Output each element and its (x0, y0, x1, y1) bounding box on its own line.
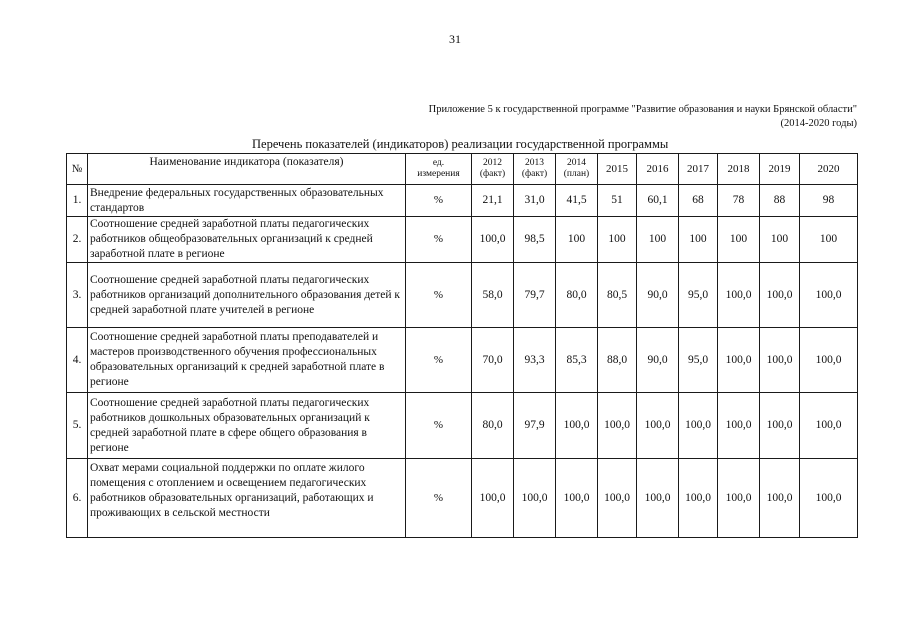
value-cell: 100,0 (718, 328, 760, 393)
value-cell: 100 (800, 217, 858, 263)
value-cell: 80,0 (556, 263, 598, 328)
table-row (67, 263, 858, 328)
indicators-table (66, 153, 858, 538)
indicator-name: Охват мерами социальной поддержки по оплате жилого помещения с отоплением и освещением педагогических работников образовательных организаций, работающих и проживающих в сельской местности (88, 459, 406, 538)
header-year-2012-label: 2012 (483, 158, 502, 168)
indicator-name: Соотношение средней заработной платы преподавателей и мастеров производственного обучения профессиональных образовательных организаций к средней заработной плате в регионе (88, 328, 406, 393)
value-cell: 70,0 (472, 328, 514, 393)
value-cell: 90,0 (637, 328, 679, 393)
value-cell: 100,0 (718, 263, 760, 328)
indicator-name: Соотношение средней заработной платы педагогических работников дошкольных образовательных организаций к средней заработной плате в сфере общего образования в регионе (88, 393, 406, 459)
header-year-2020: 2020 (800, 154, 858, 185)
value-cell: 100,0 (679, 459, 718, 538)
unit-cell: % (406, 393, 472, 459)
value-cell: 98,5 (514, 217, 556, 263)
header-year-2012 (472, 154, 514, 185)
table-row (67, 217, 858, 263)
indicator-name: Соотношение средней заработной платы педагогических работников организаций дополнительного образования детей к средней заработной плате учителей в регионе (88, 263, 406, 328)
row-number: 4. (67, 328, 88, 393)
header-year-2014 (556, 154, 598, 185)
value-cell: 100 (760, 217, 800, 263)
value-cell: 100 (679, 217, 718, 263)
value-cell: 100 (718, 217, 760, 263)
row-number: 6. (67, 459, 88, 538)
table-header-row (67, 154, 858, 185)
value-cell: 100,0 (800, 263, 858, 328)
value-cell: 100,0 (472, 217, 514, 263)
value-cell: 100 (637, 217, 679, 263)
header-year-2015: 2015 (598, 154, 637, 185)
value-cell: 100,0 (556, 459, 598, 538)
value-cell: 58,0 (472, 263, 514, 328)
row-number: 1. (67, 185, 88, 217)
header-year-2013-note: (факт) (521, 169, 548, 179)
value-cell: 100,0 (637, 459, 679, 538)
header-year-2014-note: (план) (563, 169, 590, 179)
value-cell: 100,0 (472, 459, 514, 538)
value-cell: 100,0 (800, 459, 858, 538)
value-cell: 100,0 (718, 459, 760, 538)
header-unit-line-2: измерения (417, 169, 460, 179)
value-cell: 78 (718, 185, 760, 217)
appendix-line-2: (2014-2020 годы) (780, 118, 857, 129)
value-cell: 60,1 (637, 185, 679, 217)
header-year-2012-note: (факт) (479, 169, 506, 179)
appendix-note (429, 103, 857, 131)
header-year-2019: 2019 (760, 154, 800, 185)
appendix-line-1: Приложение 5 к государственной программе "Развитие образования и науки Брянской области" (428, 104, 857, 115)
value-cell: 100,0 (760, 263, 800, 328)
value-cell: 100,0 (760, 393, 800, 459)
value-cell: 51 (598, 185, 637, 217)
header-unit (406, 154, 472, 185)
value-cell: 80,0 (472, 393, 514, 459)
value-cell: 100,0 (760, 459, 800, 538)
value-cell: 100,0 (514, 459, 556, 538)
header-year-2016: 2016 (637, 154, 679, 185)
header-year-2013 (514, 154, 556, 185)
value-cell: 100,0 (679, 393, 718, 459)
table-row (67, 328, 858, 393)
header-year-2013-label: 2013 (525, 158, 544, 168)
table-row (67, 393, 858, 459)
value-cell: 88,0 (598, 328, 637, 393)
page-number: 31 (449, 32, 461, 46)
value-cell: 79,7 (514, 263, 556, 328)
value-cell: 100,0 (760, 328, 800, 393)
value-cell: 93,3 (514, 328, 556, 393)
value-cell: 88 (760, 185, 800, 217)
unit-cell: % (406, 263, 472, 328)
unit-cell: % (406, 328, 472, 393)
row-number: 2. (67, 217, 88, 263)
table-row (67, 185, 858, 217)
indicator-name: Внедрение федеральных государственных образовательных стандартов (88, 185, 406, 217)
header-name: Наименование индикатора (показателя) (88, 154, 406, 185)
indicator-name: Соотношение средней заработной платы педагогических работников общеобразовательных организаций к средней заработной плате в регионе (88, 217, 406, 263)
row-number: 5. (67, 393, 88, 459)
value-cell: 80,5 (598, 263, 637, 328)
value-cell: 100,0 (556, 393, 598, 459)
unit-cell: % (406, 185, 472, 217)
value-cell: 90,0 (637, 263, 679, 328)
value-cell: 21,1 (472, 185, 514, 217)
table-row (67, 459, 858, 538)
document-title: Перечень показателей (индикаторов) реализации государственной программы (252, 137, 669, 151)
value-cell: 100 (598, 217, 637, 263)
value-cell: 68 (679, 185, 718, 217)
unit-cell: % (406, 459, 472, 538)
value-cell: 100,0 (598, 459, 637, 538)
row-number: 3. (67, 263, 88, 328)
value-cell: 100,0 (637, 393, 679, 459)
value-cell: 97,9 (514, 393, 556, 459)
value-cell: 95,0 (679, 328, 718, 393)
value-cell: 100,0 (800, 393, 858, 459)
header-year-2014-label: 2014 (567, 158, 586, 168)
value-cell: 98 (800, 185, 858, 217)
value-cell: 100 (556, 217, 598, 263)
value-cell: 100,0 (598, 393, 637, 459)
value-cell: 85,3 (556, 328, 598, 393)
unit-cell: % (406, 217, 472, 263)
value-cell: 100,0 (718, 393, 760, 459)
value-cell: 31,0 (514, 185, 556, 217)
header-num: № (67, 154, 88, 185)
value-cell: 100,0 (800, 328, 858, 393)
header-year-2018: 2018 (718, 154, 760, 185)
value-cell: 41,5 (556, 185, 598, 217)
header-year-2017: 2017 (679, 154, 718, 185)
header-unit-line-1: ед. (432, 158, 445, 168)
value-cell: 95,0 (679, 263, 718, 328)
